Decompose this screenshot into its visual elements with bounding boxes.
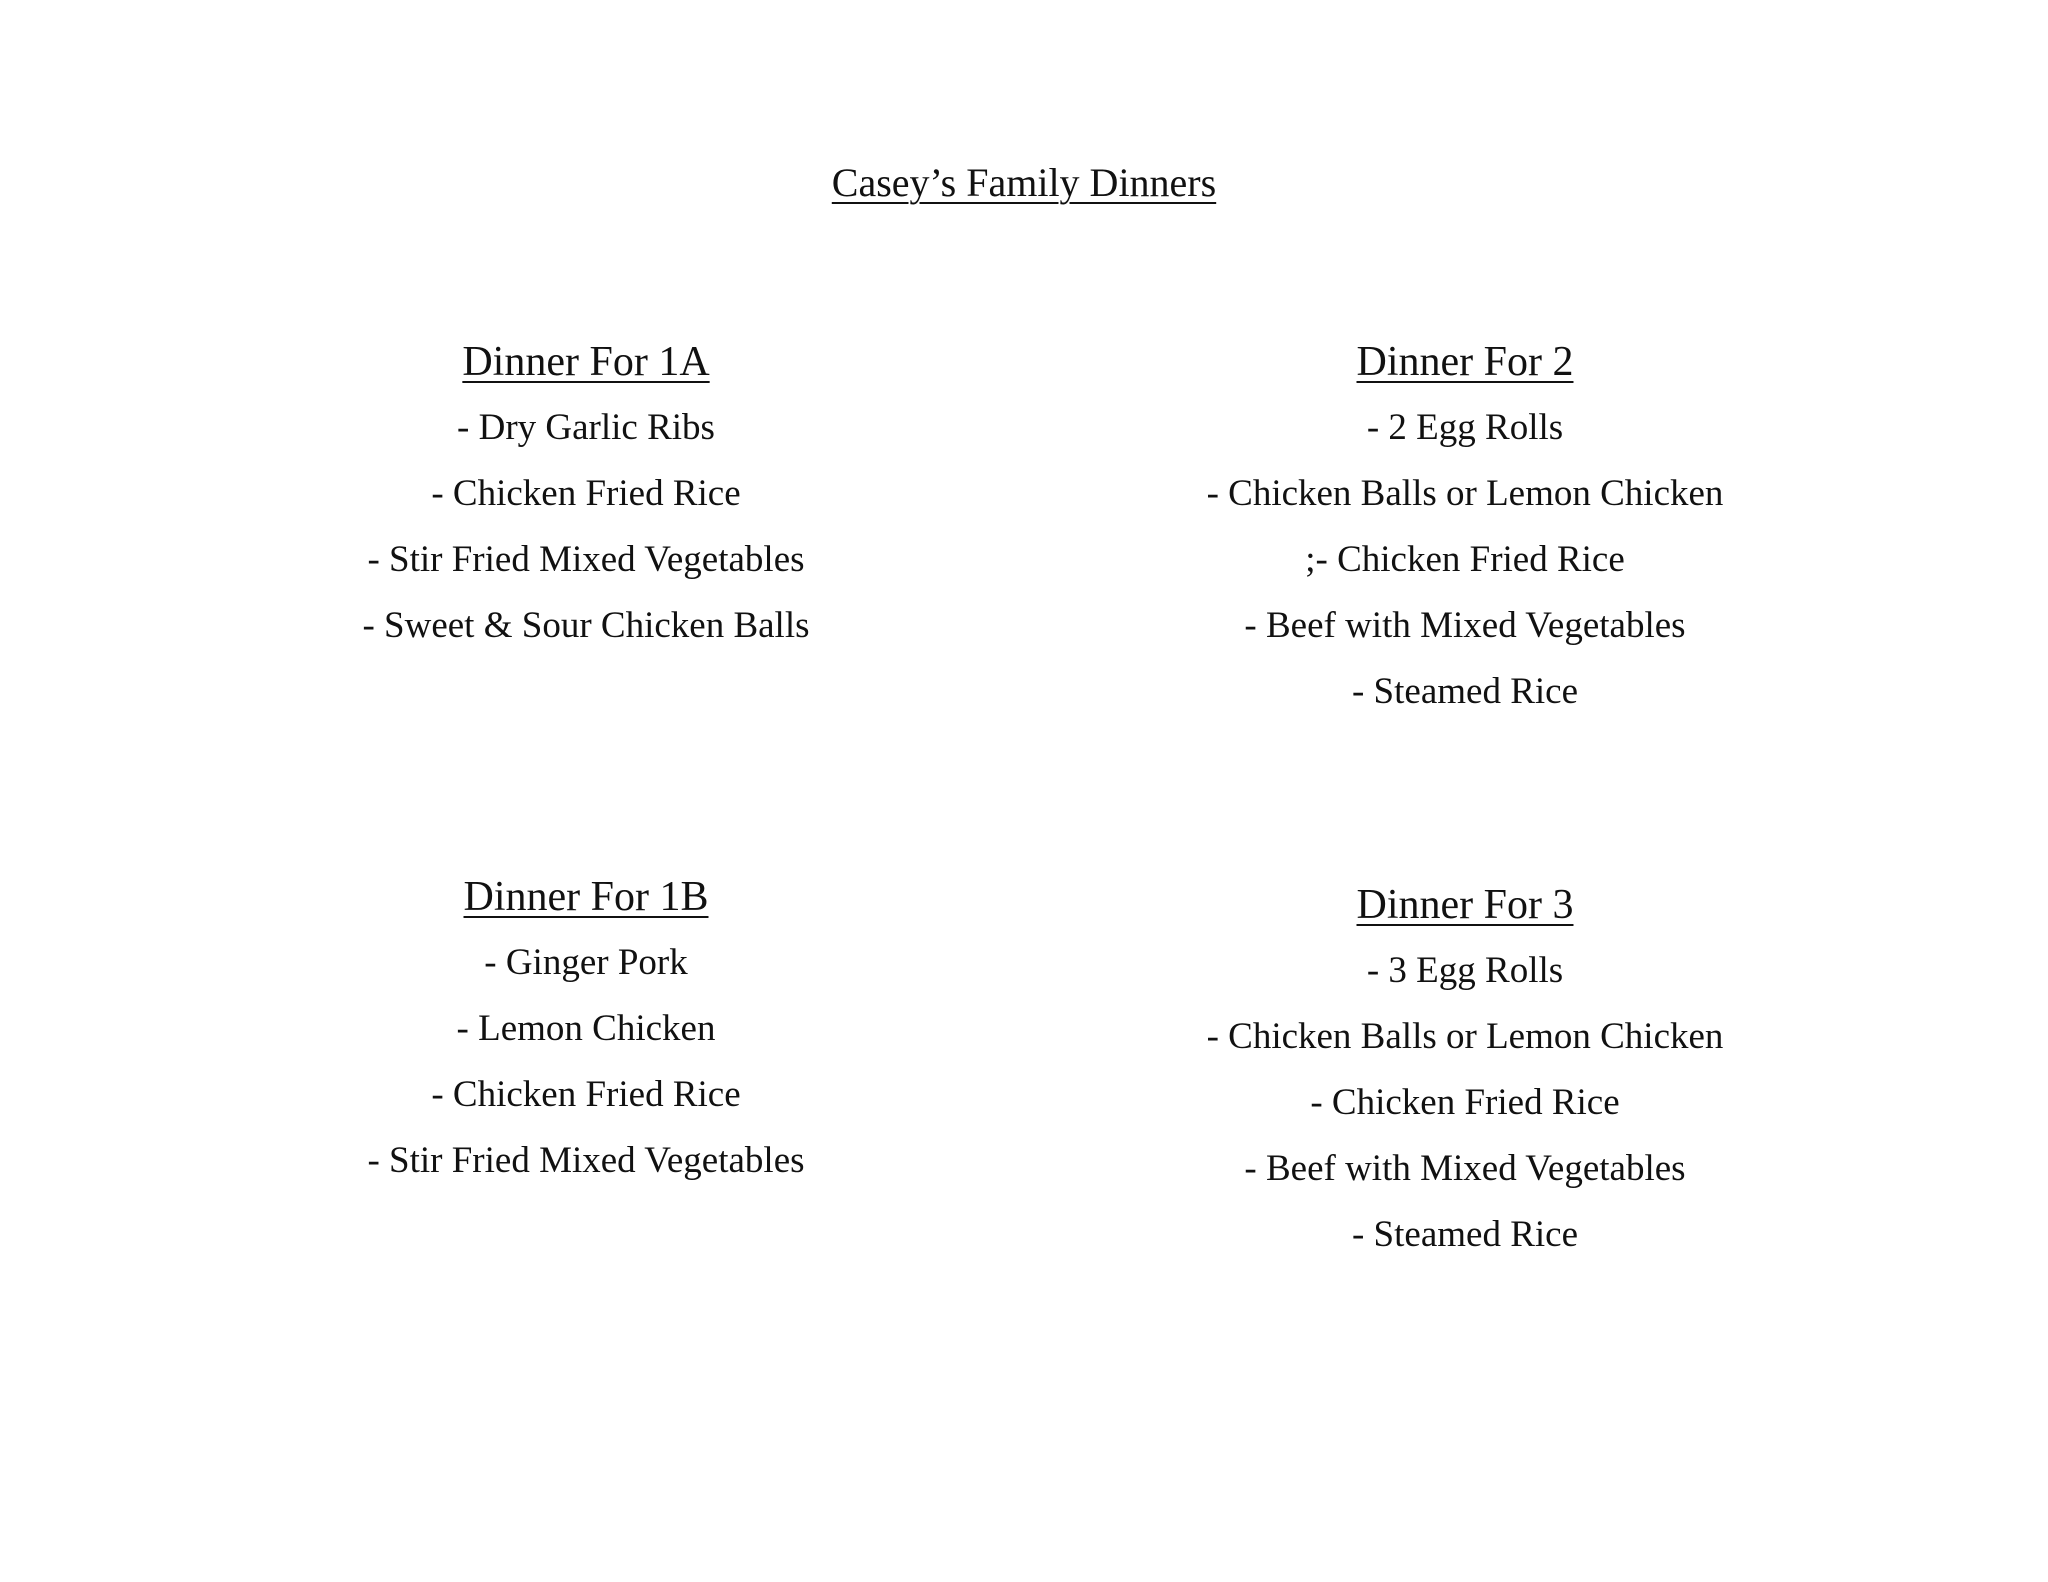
menu-item: - Sweet & Sour Chicken Balls xyxy=(362,605,810,646)
menu-item-list xyxy=(1065,403,1865,717)
menu-item: - Chicken Fried Rice xyxy=(431,473,741,514)
menu-item: - Beef with Mixed Vegetables xyxy=(1244,1148,1686,1189)
menu-dinner-for-1b xyxy=(186,871,986,1202)
menu-item: - Steamed Rice xyxy=(1351,1214,1579,1255)
menu-item: - Ginger Pork xyxy=(484,942,688,983)
menu-item: - 2 Egg Rolls xyxy=(1366,407,1564,448)
menu-item: - Steamed Rice xyxy=(1351,671,1579,712)
page-title: Casey’s Family Dinners xyxy=(831,160,1217,205)
menu-item-list xyxy=(1065,946,1865,1260)
menu-item-list xyxy=(186,938,986,1186)
menu-heading: Dinner For 3 xyxy=(1356,882,1574,928)
menu-item: - 3 Egg Rolls xyxy=(1366,950,1564,991)
menu-item: - Stir Fried Mixed Vegetables xyxy=(367,1140,805,1181)
menu-dinner-for-1a xyxy=(186,336,986,667)
menu-dinner-for-3 xyxy=(1065,879,1865,1276)
menu-heading: Dinner For 1A xyxy=(462,339,710,385)
menu-item: - Chicken Balls or Lemon Chicken xyxy=(1206,1016,1724,1057)
menu-item: - Beef with Mixed Vegetables xyxy=(1244,605,1686,646)
menu-heading: Dinner For 2 xyxy=(1356,339,1574,385)
menu-dinner-for-2 xyxy=(1065,336,1865,733)
menu-item: - Chicken Balls or Lemon Chicken xyxy=(1206,473,1724,514)
menu-item: - Lemon Chicken xyxy=(456,1008,716,1049)
menu-item: - Stir Fried Mixed Vegetables xyxy=(367,539,805,580)
menu-item: - Dry Garlic Ribs xyxy=(457,407,715,448)
menu-item: ;- Chicken Fried Rice xyxy=(1305,539,1625,580)
menu-item-list xyxy=(186,403,986,651)
menu-item: - Chicken Fried Rice xyxy=(431,1074,741,1115)
menu-item: - Chicken Fried Rice xyxy=(1310,1082,1620,1123)
menu-heading: Dinner For 1B xyxy=(463,874,709,920)
